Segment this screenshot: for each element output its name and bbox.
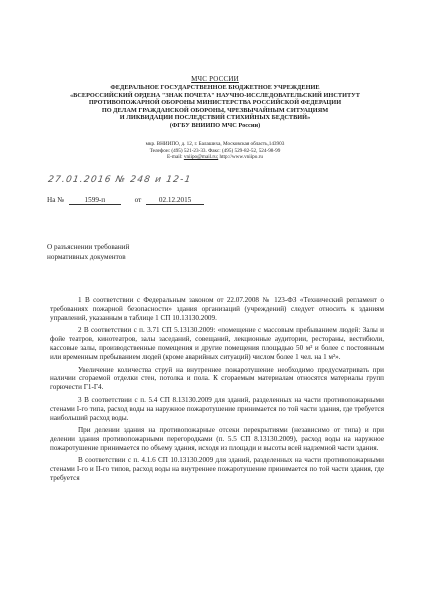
org-line: ФЕДЕРАЛЬНОЕ ГОСУДАРСТВЕННОЕ БЮДЖЕТНОЕ УЧРЕЖДЕНИЕ [110, 84, 320, 91]
org-line: ПО ДЕЛАМ ГРАЖДАНСКОЙ ОБОРОНЫ, ЧРЕЗВЫЧАЙНЫМ СИТУАЦИЯМ [101, 106, 329, 114]
org-line: «ВСЕРОССИЙСКИЙ ОРДЕНА "ЗНАК ПОЧЕТА" НАУЧНО-ИССЛЕДОВАТЕЛЬСКИЙ ИНСТИТУТ [70, 91, 360, 99]
handwritten-registration-stamp: 27.01.2016 № 248 и 12-1 [47, 175, 193, 185]
phone-fax: Телефон: (495) 521-23-33. Факс: (495) 529-82-52, 524-98-99 [149, 147, 281, 154]
website-link[interactable]: http://www.vniipo.ru [219, 154, 263, 161]
org-line: ПРОТИВОПОЖАРНОЙ ОБОРОНЫ МИНИСТЕРСТВА РОССИЙСКОЙ ФЕДЕРАЦИИ [88, 99, 342, 107]
reference-date-label: от [134, 196, 142, 204]
email-site-line [60, 154, 370, 161]
reference-number-label: На № [47, 196, 65, 204]
ministry-name: МЧС РОССИИ [191, 75, 239, 83]
reference-number: 1599-п [69, 196, 121, 205]
organization-name [60, 84, 370, 130]
reference-line [47, 196, 204, 205]
email-label: E-mail: [167, 154, 183, 161]
org-line: И ЛИКВИДАЦИИ ПОСЛЕДСТВИЙ СТИХИЙНЫХ БЕДСТВИЙ» [119, 114, 311, 122]
subject-line: нормативных документов [47, 252, 126, 261]
contact-block [60, 141, 370, 161]
letter-body [50, 296, 384, 483]
reference-date: 02.12.2015 [146, 196, 204, 205]
org-short-name: (ФГБУ ВНИИПО МЧС России) [169, 121, 261, 129]
body-paragraph: В соответствии с п. 4.1.6 СП 10.13130.2009 для зданий, разделенных на части противопожарными стенами I-го и II-го типов, расход воды на внутреннее пожаротушение принимается по той части здания, где требуется [50, 456, 384, 483]
body-paragraph: Увеличение количества струй на внутреннее пожаротушение необходимо предусматривать при наличии сгораемой отделки стен, потолка и пола. К сгораемым материалам относятся материалы групп горючести Г1-Г4. [50, 365, 384, 392]
body-paragraph: При делении здания на противопожарные отсеки перекрытиями (независимо от типа) и при делении здания противопожарными перегородками (п. 5.5 СП 8.13130.2009), расход воды на наружное пожаротушение принимается по объему здания, исходя из площади и высоты всей надземной части здания. [50, 426, 384, 452]
body-paragraph: 3 В соответствии с п. 5.4 СП 8.13130.2009 для зданий, разделенных на части противопожарными стенами I-го типа, расход воды на наружное пожаротушение принимается по той части здания, где требуется наибольший расход воды. [50, 395, 384, 422]
postal-address: мкр. ВНИИПО, д. 12, г. Балашиха, Московская область,143903 [145, 141, 285, 147]
letter-subject [47, 243, 129, 262]
email-link[interactable]: vniipo@mail.ru; [183, 154, 219, 161]
body-paragraph: 2 В соответствии с п. 3.71 СП 5.13130.2009: «помещение с массовым пребыванием людей: Залы и фойе театров, кинотеатров, залы заседаний, совещаний, лекционные аудитории, рестораны, вестибюли, кассовые залы, производственные помещения и другие помещения площадью 50 м² и более с постоянным или временным пребыванием людей (кроме аварийных ситуаций) числом более 1 чел. на 1 м²». [50, 326, 384, 362]
subject-line: О разъяснении требований [47, 243, 130, 251]
body-paragraph: 1 В соответствии с Федеральным законом от 22.07.2008 № 123-ФЗ «Технический регламент о требованиях пожарной безопасности» здания организаций (учреждений) следует относить к зданиям управлений, указанным в таблице 1 СП 10.13130.2009. [50, 296, 384, 322]
